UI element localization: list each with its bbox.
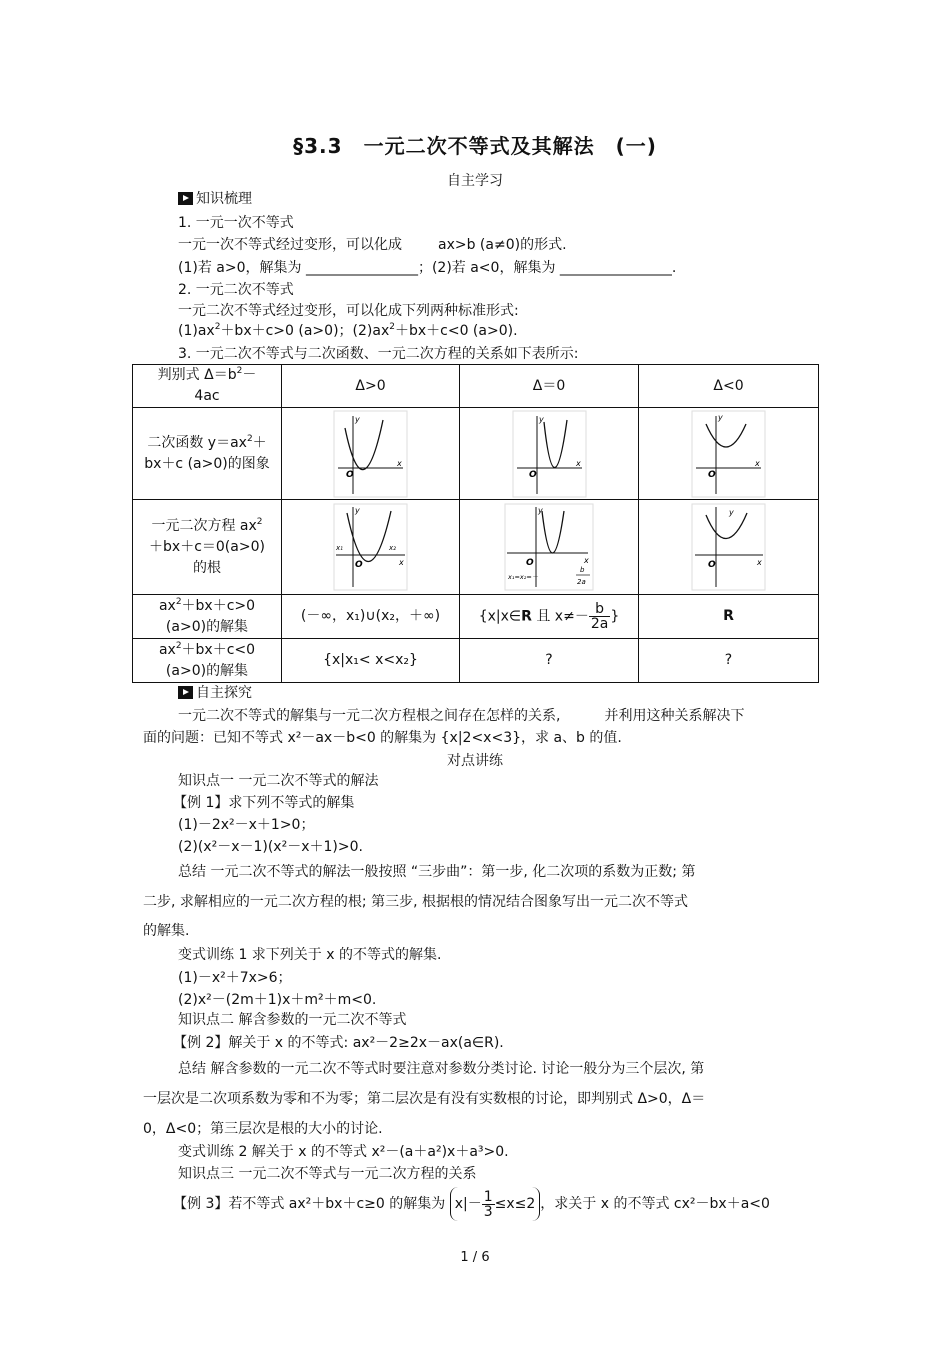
example-1-part2: (2)(x²－x－1)(x²－x＋1)>0. [178,839,363,855]
k1-line2: (1)若 a>0，解集为 ________________；(2)若 a<0，解集为 ________________. [178,260,677,276]
variant-2: 变式训练 2 解关于 x 的不等式 x²－(a＋a²)x＋a³>0. [178,1144,509,1160]
knowledge-heading-text: 知识梳理 [196,191,252,207]
axis-y-label: y [729,508,734,517]
knowledge-point-1: 知识点一 一元二次不等式的解法 [178,773,379,789]
k1-line1 [178,236,567,254]
table-row-graphs [133,408,819,500]
r3-a: ax [158,597,176,614]
summary-2-line3: 0，Δ<0；第三层次是根的大小的讨论. [143,1121,383,1137]
frac-num: 1 [483,1188,493,1205]
example-1-part1: (1)－2x²－x＋1>0； [178,817,315,833]
r1-a: 二次函数 y＝ax [147,434,247,451]
row-label-function: 二次函数 $y=ax^2+$ bx＋c (a>0)的图象 [133,408,282,500]
page-number: 1 / 6 [460,1250,490,1265]
origin-label: O [708,469,716,480]
example-2: 【例 2】解关于 x 的不等式: ax²－2≥2x－ax(a∈R). [173,1035,504,1051]
row-label-equation: 一元二次方程 $ax^2$ ＋bx＋c＝0(a>0) 的根 [133,500,282,595]
axis-x-label: x [757,558,762,567]
graph-cell-negative [639,408,819,500]
knowledge-point-2: 知识点二 解含参数的一元二次不等式 [178,1012,407,1028]
no-root-graph [691,503,766,591]
k1-line1-a: 一元一次不等式经过变形，可以化成 [178,237,402,253]
axis-x-label: x [584,556,589,565]
r2-a: 一元二次方程 ax [151,517,257,534]
lt-solution-positive: {x|x₁< x<x₂} [282,639,460,683]
example-1: 【例 1】求下列不等式的解集 [173,795,355,811]
summary-1-line3: 的解集. [143,923,190,939]
explore-line2: 面的问题：已知不等式 x²－ax－b<0 的解集为 {x|2<x<3}，求 a、b 的值. [143,730,622,746]
play-icon [178,192,193,205]
k2-line2-c: ＋bx＋c<0 (a>0). [394,323,518,339]
play-icon [178,686,193,699]
parabola-no-root-graph [691,410,766,498]
axis-x-label: x [397,458,402,468]
roots-cell-zero [460,500,639,595]
h0-c: 4ac [194,388,220,404]
frac-den: 2a [590,616,609,632]
r3-v2-a: {x|x∈ [478,608,522,625]
axis-y-label: y [718,412,723,422]
explore-heading-text: 自主探究 [196,685,252,701]
header-delta-negative: Δ<0 [639,365,819,408]
k1-line1-b: ax>b (a≠0)的形式. [438,237,567,253]
gt-solution-positive: (－∞，x₁)∪(x₂，＋∞) [282,595,460,639]
header-discriminant: 判别式 $\Delta=b^2-$ 4ac [133,365,282,408]
knowledge-heading [178,190,252,208]
gt-solution-negative [639,595,819,639]
explore-line1-a: 一元二次不等式的解集与一元二次方程根之间存在怎样的关系, [178,708,561,724]
double-root-b: b [580,566,585,574]
axis-x-label: x [399,558,404,567]
axis-y-label: y [355,506,360,515]
variant-1-part2: (2)x²－(2m＋1)x＋m²＋m<0. [178,992,377,1008]
k2-line2: $(1)ax^2+bx+c>0$ (a>0)；$(2)ax^2+bx+c<0$ (a>0). [178,322,518,339]
roots-cell-positive [282,500,460,595]
r3-b: ＋bx＋c>0 [181,597,256,614]
axis-y-label: y [538,506,543,515]
fraction-b-over-2a [589,602,611,631]
r4-c: (a>0)的解集 [165,662,249,679]
page-title: §3.3 一元二次不等式及其解法 (一) [293,134,657,158]
example-3 [173,1187,770,1221]
relation-table [132,364,819,683]
set-a: x|－ [454,1196,482,1212]
table-row-lt-solution [133,639,819,683]
explore-line1-b: 并利用这种关系解决下 [604,708,745,724]
summary-1-line1: 总结 一元二次不等式的解法一般按照 “三步曲”：第一步, 化二次项的系数为正数; 第 [178,864,696,880]
k2-title: 2. 一元二次不等式 [178,282,294,298]
row-label-lt: $ax^2+bx+c<0$ (a>0)的解集 [133,639,282,683]
variant-1: 变式训练 1 求下列关于 x 的不等式的解集. [178,947,442,963]
r4-a: ax [158,641,176,658]
summary-2-line2: 一层次是二次项系数为零和不为零；第二层次是有没有实数根的讨论，即判别式 Δ>0，Δ＝ [143,1091,706,1107]
practice-heading: 对点讲练 [447,753,503,769]
k2-line2-b: ＋bx＋c>0 (a>0)；(2)ax [220,323,390,339]
table-row-gt-solution [133,595,819,639]
origin-label: O [355,560,363,570]
frac-num: b [589,602,611,617]
table-row-roots [133,500,819,595]
header-delta-positive: Δ>0 [282,365,460,408]
real-set-symbol: R [723,608,734,624]
example-3-b: ，求关于 x 的不等式 cx²－bx＋a<0 [540,1196,770,1212]
r1-c: bx＋c (a>0)的图象 [144,455,270,472]
r3-v2-c: } [610,608,620,625]
h0-b: － [242,367,257,383]
origin-label: O [526,558,534,568]
parabola-two-roots-graph [333,410,408,498]
origin-label: O [708,560,716,570]
row-label-gt: $ax^2+bx+c>0$ (a>0)的解集 [133,595,282,639]
r4-b: ＋bx＋c<0 [181,641,256,658]
parabola-one-root-graph [512,410,587,498]
origin-label: O [346,469,354,480]
root-x1-label: x₁ [336,544,343,552]
origin-label: O [528,469,537,480]
k1-title: 1. 一元一次不等式 [178,215,294,231]
example-3-a: 【例 3】若不等式 ax²＋bx＋c≥0 的解集为 [173,1196,446,1212]
h0-a: 判别式 Δ＝b [157,367,237,383]
fraction-one-third [482,1190,495,1219]
graph-cell-positive [282,408,460,500]
root-x2-label: x₂ [389,544,396,552]
axis-y-label: y [538,414,544,424]
real-set-symbol: R [521,608,532,625]
r3-v2-b: 且 x≠－ [531,608,589,625]
axis-x-label: x [575,458,581,468]
header-delta-zero: Δ＝0 [460,365,639,408]
gt-solution-zero [460,595,639,639]
explore-heading [178,684,252,702]
k2-line1: 一元二次不等式经过变形，可以化成下列两种标准形式: [178,303,519,319]
double-root-2a: 2a [577,578,586,586]
graph-cell-zero [460,408,639,500]
double-root-graph [504,503,594,591]
frac-den: 3 [483,1203,493,1220]
lt-solution-zero: ? [460,639,639,683]
axis-y-label: y [355,414,360,424]
r2-c: 的根 [193,559,221,576]
knowledge-point-3: 知识点三 一元二次不等式与一元二次方程的关系 [178,1166,477,1182]
r2-b: ＋bx＋c＝0(a>0) [149,538,265,555]
double-root-label: x₁=x₂=－ [508,573,539,581]
r1-b: ＋ [252,434,267,451]
axis-x-label: x [755,458,760,468]
lt-solution-negative: ? [639,639,819,683]
k3-title: 3. 一元二次不等式与二次函数、一元二次方程的关系如下表所示: [178,346,579,362]
summary-1-line2: 二步, 求解相应的一元二次方程的根; 第三步, 根据根的情况结合图象写出一元二次不等式 [143,894,688,910]
k2-line2-a: (1)ax [178,323,215,339]
summary-2-line1: 总结 解含参数的一元二次不等式时要注意对参数分类讨论. 讨论一般分为三个层次, 第 [178,1061,705,1077]
self-study-heading: 自主学习 [447,173,503,189]
table-header-row [133,365,819,408]
two-roots-graph [333,503,408,591]
solution-set-braces [450,1187,541,1221]
variant-1-part1: (1)－x²＋7x>6； [178,970,292,986]
roots-cell-negative [639,500,819,595]
set-b: ≤x≤2 [494,1196,536,1212]
explore-line1 [178,707,744,725]
r3-c: (a>0)的解集 [165,618,249,635]
